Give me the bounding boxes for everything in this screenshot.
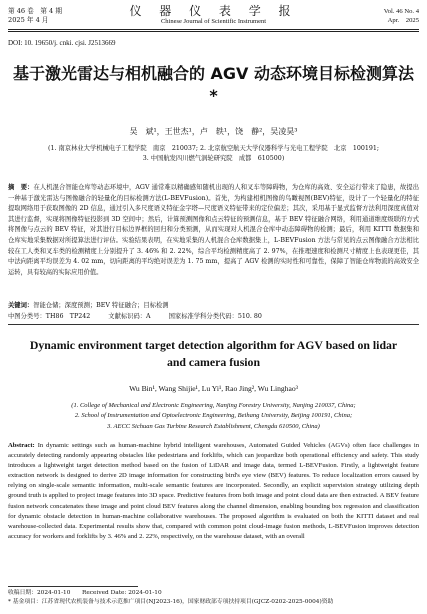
abstract-cn [8, 183, 419, 278]
abstract-en-text: In dynamic settings such as human-machine hybrid intelligent warehouses, Automated Guided Vehicles (AGVs) often face challenges in accurately detecting randomly appearing obstacles like pedestrians and forklifts, which can jeopardize both operational efficiency and safety. This study introduces a lightweight target detection method based on the fusion of LiDAR and image data, termed L-BEVFusion. Firstly, a lightweight feature extraction network is designed to derive 2D image information for constructing bird's eye view (BEV) features. To reduce localization errors caused by relying on single-scale semantic information, multi-scale semantic features are incorporated. Secondly, an explicit supervision strategy utilizing depth ground truth is applied to project image features into 3D space. Predictive features from both image and point cloud data are then extracted. A BEV feature fusion network concatenates these image and point cloud BEV features along the channel dimension, enabling bounding box regression and classification for dynamic obstacle detection in human-machine collaborative warehouses. The proposed algorithm is evaluated on both the KITTI dataset and real warehouse-collected data. Experimental results show that, compared with common point cloud-image fusion methods, L-BEVFusion improves detection accuracy for workers and forklifts by 3. 46% and 2. 22%, respectively, on the warehouse dataset, with an overall [8, 442, 420, 540]
document-code: 文献标识码：A [108, 313, 151, 320]
abstract-cn-label: 摘 要： [8, 184, 34, 191]
keywords-cn-text: 智能仓储；深度预测；BEV 特征融合；目标检测 [33, 302, 169, 309]
volume-issue-en: Vol. 46 No. 4 [383, 8, 419, 15]
abstract-en [8, 441, 419, 542]
paper-title-en: Dynamic environment target detection algorithm for AGV based on lidar and camera fusion [29, 338, 398, 369]
journal-title-cn: 仪 器 仪 表 学 报 [129, 4, 298, 18]
journal-masthead [0, 4, 427, 26]
classification-codes [8, 311, 419, 320]
header-rule [8, 29, 419, 30]
doi: DOI: 10. 19650/j. cnki. cjsi. J2513669 [8, 39, 116, 47]
affiliations-cn [8, 144, 419, 164]
received-date: 收稿日期：2024-01-10 Received Date: 2024-01-10 [8, 590, 162, 596]
authors-en: Wu Bin¹, Wang Shijie¹, Lu Yi¹, Rao Jing², Wu Linghao³ [129, 384, 298, 393]
date-en: Apr. 2025 [387, 17, 419, 24]
affiliations-en [8, 401, 419, 432]
header-right [384, 7, 419, 25]
affiliation-line: (1. 南京林业大学机械电子工程学院 南京 210037; 2. 北京航空航天大学仪器科学与光电工程学院 北京 100191; [48, 145, 379, 152]
paper-title-cn: 基于激光雷达与相机融合的 AGV 动态环境目标检测算法* [12, 64, 415, 105]
volume-issue-cn: 第 46 卷 第 4 期 [8, 7, 62, 15]
header-rule-thin [8, 31, 419, 32]
authors-cn: 吴 斌¹，王世杰¹，卢 轶¹，饶 静²，吴凌昊³ [129, 127, 298, 136]
abstract-cn-text: 在人机混合智能仓库等动态环境中，AGV 通常难以精确感知随机出现的人和叉车等障碍物，为仓库的高效、安全运行带来了隐患，故提出一种基于激光雷达与图像融合的轻量化的目标检测方法(L-BEVFusion)。首先，为构建相机图像的鸟瞰视图(BEV)特征，设计了一个轻量化的特征提取网络用于获取图像的 2D 信息，通过引入多尺度语义特征金字塔—尺度语义特征带来的定位偏差；其次，采用基于显式监督方法利用深度真值对其进行监督，实现将图像特征投影到 3D 空间中；然后，计算预测图像和点云特征的预测信息，基于 BEV 特征融合网络，利用通道维度级联的方式将图像与点云的 BEV 特征，对其进行目标边界框的回归和分类预测，从而实现对人机混合仓库中动态障碍物的检测；最后，利用 KITTI 数据集和仓库实地采集数据对所提算法进行评估。实验结果表明，在实地采集的人机混合仓库数据集上，L-BEVFusion 方法与常见的点云图像融合方法相比较在工人类和叉车类的检测精度上分别提升了 3. 46% 和 2. 22%，综合平均检测精度高了 2. 97%，在推理速度和检测尺寸精度上也表现更佳，其中法向距离平均误差为 4. 02 mm，切向距离的平均绝对误差为 1. 75 mm，提高了 AGV 检测的实时性和可靠性，保障了智能仓库物流的高效安全运转，具有较高的实际应用价值。 [8, 184, 419, 276]
clc-number: 中图分类号：TH86 TP242 [8, 313, 91, 320]
affiliation-line: 2. School of Instrumentation and Optoelectronic Engineering, Beihang University, Beijing 100191, China; [74, 412, 353, 420]
affiliation-line: (1. College of Mechanical and Electronic Engineering, Nanjing Forestry University, Nanjing 210037, China; [71, 402, 356, 409]
funding-note: * 基金项目：江苏省现代农机装备与技术示范推广项目(NJ2023-16)，国家财政部专项扶持项目(GJCZ-0202-2025-0004)资助 [8, 599, 334, 605]
affiliation-line: 3. 中国航发四川燃气涡轮研究院 成都 610500) [142, 155, 285, 162]
section-divider [8, 324, 419, 325]
abstract-en-label: Abstract: [8, 442, 35, 449]
date-cn: 2025 年 4 月 [8, 16, 49, 24]
affiliation-line: 3. AECC Sichuan Gas Turbine Research Establishment, Chengdu 610500, China) [107, 422, 320, 430]
journal-title-en: Chinese Journal of Scientific Instrument [160, 18, 267, 25]
footnotes [8, 589, 419, 607]
keywords-cn-label: 关键词： [8, 302, 34, 309]
footnote-rule [8, 586, 138, 587]
keywords-cn [8, 300, 419, 309]
discipline-code: 国家标准学科分类代码：510. 80 [168, 313, 262, 320]
